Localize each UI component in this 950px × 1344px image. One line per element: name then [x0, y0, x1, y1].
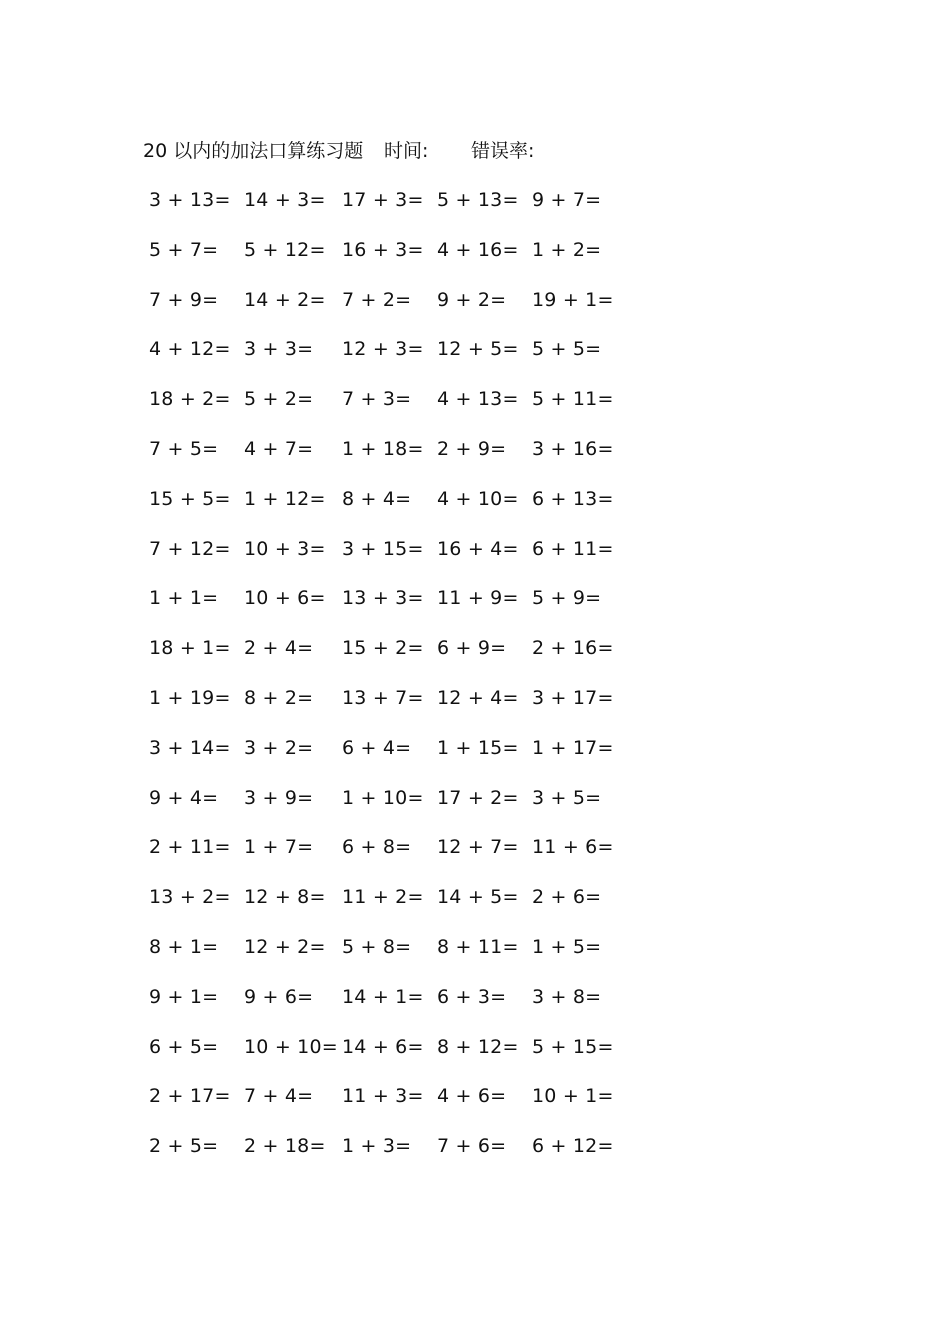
addition-problem: 6 + 11= [532, 537, 614, 560]
addition-problem: 3 + 5= [532, 786, 602, 809]
problem-row [143, 286, 643, 336]
addition-problem: 1 + 1= [149, 587, 219, 610]
addition-problem: 18 + 2= [149, 388, 231, 411]
addition-problem: 3 + 13= [149, 189, 231, 211]
addition-problem: 11 + 9= [437, 587, 519, 610]
addition-problem: 3 + 9= [244, 786, 314, 809]
addition-problem: 15 + 5= [149, 487, 231, 510]
addition-problem: 13 + 7= [342, 686, 424, 709]
addition-problem: 2 + 18= [244, 1135, 326, 1158]
time-label: 时间: [384, 140, 429, 162]
addition-problem: 5 + 7= [149, 238, 219, 261]
addition-problem: 8 + 12= [437, 1035, 519, 1058]
addition-problem: 7 + 2= [342, 288, 412, 311]
addition-problem: 1 + 12= [244, 487, 326, 510]
addition-problem: 4 + 7= [244, 437, 314, 460]
addition-problem: 9 + 4= [149, 786, 219, 809]
addition-problem: 4 + 12= [149, 338, 231, 361]
addition-problem: 12 + 4= [437, 686, 519, 709]
addition-problem: 9 + 7= [532, 189, 602, 211]
problem-row [143, 684, 643, 734]
problem-row [143, 435, 643, 485]
addition-problem: 10 + 3= [244, 537, 326, 560]
addition-problem: 12 + 7= [437, 836, 519, 859]
addition-problem: 18 + 1= [149, 637, 231, 660]
addition-problem: 5 + 15= [532, 1035, 614, 1058]
addition-problem: 19 + 1= [532, 288, 614, 311]
addition-problem: 16 + 3= [342, 238, 424, 261]
addition-problem: 11 + 2= [342, 886, 424, 909]
addition-problem: 7 + 5= [149, 437, 219, 460]
addition-problem: 14 + 3= [244, 189, 326, 211]
addition-problem: 3 + 2= [244, 736, 314, 759]
addition-problem: 6 + 8= [342, 836, 412, 859]
problem-row [143, 335, 643, 385]
addition-problem: 5 + 11= [532, 388, 614, 411]
addition-problem: 10 + 1= [532, 1085, 614, 1108]
addition-problem: 6 + 5= [149, 1035, 219, 1058]
addition-problem: 15 + 2= [342, 637, 424, 660]
addition-problem: 1 + 18= [342, 437, 424, 460]
addition-problem: 10 + 6= [244, 587, 326, 610]
addition-problem: 5 + 9= [532, 587, 602, 610]
problem-row [143, 1082, 643, 1132]
problem-row [143, 1132, 643, 1182]
problem-row [143, 734, 643, 784]
addition-problem: 1 + 10= [342, 786, 424, 809]
addition-problem: 6 + 9= [437, 637, 507, 660]
addition-problem: 3 + 3= [244, 338, 314, 361]
addition-problem: 8 + 2= [244, 686, 314, 709]
addition-problem: 5 + 5= [532, 338, 602, 361]
problem-row [143, 385, 643, 435]
problem-row [143, 485, 643, 535]
addition-problem: 2 + 9= [437, 437, 507, 460]
problem-row [143, 883, 643, 933]
addition-problem: 5 + 8= [342, 935, 412, 958]
addition-problem: 14 + 5= [437, 886, 519, 909]
addition-problem: 1 + 19= [149, 686, 231, 709]
addition-problem: 4 + 16= [437, 238, 519, 261]
addition-problem: 14 + 6= [342, 1035, 424, 1058]
addition-problem: 4 + 13= [437, 388, 519, 411]
addition-problem: 11 + 3= [342, 1085, 424, 1108]
addition-problem: 16 + 4= [437, 537, 519, 560]
addition-problem: 14 + 2= [244, 288, 326, 311]
addition-problem: 14 + 1= [342, 985, 424, 1008]
addition-problem: 7 + 6= [437, 1135, 507, 1158]
addition-problem: 4 + 6= [437, 1085, 507, 1108]
addition-problem: 2 + 6= [532, 886, 602, 909]
addition-problem: 6 + 13= [532, 487, 614, 510]
problem-row [143, 1033, 643, 1083]
addition-problem: 7 + 12= [149, 537, 231, 560]
addition-problem: 10 + 10= [244, 1035, 338, 1058]
addition-problem: 17 + 2= [437, 786, 519, 809]
addition-problem: 2 + 5= [149, 1135, 219, 1158]
problem-row [143, 535, 643, 585]
problem-row [143, 784, 643, 834]
addition-problem: 13 + 3= [342, 587, 424, 610]
addition-problem: 3 + 15= [342, 537, 424, 560]
addition-problem: 17 + 3= [342, 189, 424, 211]
worksheet-title: 20 以内的加法口算练习题 [143, 140, 364, 162]
addition-problem: 6 + 3= [437, 985, 507, 1008]
addition-problem: 12 + 3= [342, 338, 424, 361]
addition-problem: 3 + 8= [532, 985, 602, 1008]
addition-problem: 8 + 11= [437, 935, 519, 958]
addition-problem: 1 + 3= [342, 1135, 412, 1158]
problem-row [143, 983, 643, 1033]
problem-row [143, 186, 643, 236]
addition-problem: 3 + 14= [149, 736, 231, 759]
addition-problem: 11 + 6= [532, 836, 614, 859]
addition-problem: 12 + 5= [437, 338, 519, 361]
addition-problem: 1 + 7= [244, 836, 314, 859]
problem-row [143, 584, 643, 634]
addition-problem: 5 + 2= [244, 388, 314, 411]
problem-grid [143, 186, 643, 1182]
addition-problem: 1 + 2= [532, 238, 602, 261]
addition-problem: 2 + 11= [149, 836, 231, 859]
addition-problem: 2 + 16= [532, 637, 614, 660]
addition-problem: 9 + 6= [244, 985, 314, 1008]
addition-problem: 3 + 16= [532, 437, 614, 460]
error-rate-label: 错误率: [471, 140, 535, 162]
addition-problem: 1 + 17= [532, 736, 614, 759]
addition-problem: 4 + 10= [437, 487, 519, 510]
addition-problem: 6 + 4= [342, 736, 412, 759]
addition-problem: 2 + 4= [244, 637, 314, 660]
addition-problem: 12 + 2= [244, 935, 326, 958]
addition-problem: 8 + 4= [342, 487, 412, 510]
addition-problem: 5 + 13= [437, 189, 519, 211]
problem-row [143, 833, 643, 883]
addition-problem: 13 + 2= [149, 886, 231, 909]
addition-problem: 8 + 1= [149, 935, 219, 958]
addition-problem: 6 + 12= [532, 1135, 614, 1158]
addition-problem: 5 + 12= [244, 238, 326, 261]
addition-problem: 7 + 4= [244, 1085, 314, 1108]
addition-problem: 9 + 1= [149, 985, 219, 1008]
addition-problem: 12 + 8= [244, 886, 326, 909]
addition-problem: 7 + 9= [149, 288, 219, 311]
problem-row [143, 236, 643, 286]
addition-problem: 2 + 17= [149, 1085, 231, 1108]
addition-problem: 7 + 3= [342, 388, 412, 411]
addition-problem: 1 + 15= [437, 736, 519, 759]
problem-row [143, 634, 643, 684]
addition-problem: 1 + 5= [532, 935, 602, 958]
problem-row [143, 933, 643, 983]
addition-problem: 3 + 17= [532, 686, 614, 709]
addition-problem: 9 + 2= [437, 288, 507, 311]
